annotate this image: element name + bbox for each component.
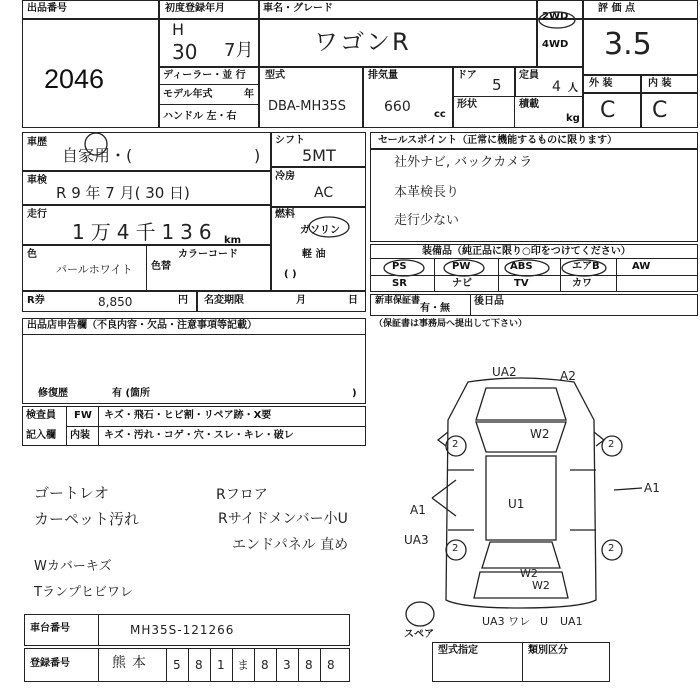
repair-close: ) (352, 388, 357, 399)
model-code-label: 型式 (265, 70, 285, 81)
first-reg-label: 初度登録年月 (165, 3, 225, 14)
diagram-mark: UA3 (404, 533, 429, 547)
note-left: Wカバーキズ (34, 559, 112, 574)
capacity-value: 4 (552, 79, 561, 95)
exterior-grade: C (600, 98, 616, 123)
car-name-value: ワゴンR (314, 28, 411, 56)
registration-digit: 8 (195, 658, 203, 672)
note-left: カーペット汚れ (34, 510, 140, 528)
inspector-label-2: 記入欄 (26, 430, 56, 441)
int-items: キズ・汚れ・コゲ・穴・スレ・キレ・破レ (104, 430, 294, 441)
equip-airbag: エアB (572, 261, 600, 272)
displacement-unit: cc (434, 109, 446, 120)
drive-4wd-option: 4WD (542, 39, 569, 50)
exterior-label: 外 装 (589, 78, 613, 89)
inspection-value: R 9 年 7 月( 30 日) (56, 184, 190, 202)
registration-digit: ま (237, 658, 250, 672)
car-name-label: 車名・グレード (263, 3, 333, 14)
model-code-value: DBA-MH35S (268, 99, 347, 114)
equip-sr: SR (392, 278, 407, 289)
ac-value: AC (314, 185, 334, 201)
fw-items: キズ・飛石・ヒビ割・リペア跡・X要 (104, 410, 272, 421)
first-reg-era: H (172, 20, 185, 39)
diagram-mark: W2 (530, 427, 550, 441)
diagram-mark: UA2 (492, 365, 517, 379)
mileage-value: 1万4千136 (72, 220, 218, 244)
class-label: 類別区分 (528, 645, 568, 656)
displacement-label: 排気量 (368, 70, 398, 81)
first-reg-year: 30 (172, 40, 198, 64)
diagram-mark: UA3 ワレ (482, 615, 531, 628)
selling-points-title: セールスポイント（正常に機能するものに限ります） (378, 135, 618, 146)
dealer-label: ディーラー・並 行 (163, 70, 246, 81)
nameplate-label: 名変期限 (204, 295, 244, 306)
inspection-label: 車検 (27, 175, 47, 186)
color-value: パールホワイト (56, 263, 133, 276)
history-label: 車歴 (27, 137, 47, 148)
first-reg-month: 7月 (224, 40, 254, 61)
repair-value: 有 (箇所 (112, 388, 151, 399)
fuel-label: 燃料 (275, 209, 295, 220)
selling-point-item: 本革検長り (394, 185, 460, 200)
fw-label: FW (74, 410, 92, 421)
load-unit: kg (566, 113, 580, 124)
displacement-value: 660 (384, 99, 411, 115)
fuel-light-oil-option: 軽 油 (302, 249, 326, 260)
warranty-value: 有・無 (420, 303, 450, 314)
capacity-label: 定員 (519, 70, 539, 81)
chassis-label: 車台番号 (30, 623, 70, 634)
shift-label: シフト (275, 135, 305, 146)
model-year-unit: 年 (244, 89, 254, 100)
score-label: 評 価 点 (598, 3, 635, 14)
color-code-label: カラーコード (178, 249, 238, 260)
registration-digit: 3 (283, 658, 291, 672)
selling-point-item: 走行少ない (394, 213, 460, 228)
mileage-label: 走行 (27, 209, 47, 220)
spare-label: スペア (404, 629, 434, 640)
registration-digit: 5 (173, 658, 181, 672)
inspector-label: 検査員 (26, 410, 56, 421)
repair-label: 修復歴 (38, 388, 68, 399)
ac-label: 冷房 (275, 171, 295, 182)
history-value: 自家用・( (62, 146, 133, 165)
diagram-mark: W2 (532, 579, 550, 592)
mileage-unit: km (224, 235, 242, 246)
tire-mark: 2 (452, 439, 459, 450)
tire-mark: 2 (452, 543, 459, 554)
shape-label: 形状 (457, 99, 477, 110)
score-value: 3.5 (604, 27, 652, 62)
capacity-unit: 人 (568, 83, 578, 94)
doors-label: ドア (457, 70, 477, 81)
registration-label: 登録番号 (30, 658, 70, 669)
recolor-label: 色替 (151, 261, 171, 272)
equip-pw: PW (452, 261, 471, 272)
registration-digit: 8 (261, 658, 269, 672)
interior-label: 内 装 (648, 78, 672, 89)
lot-number-label: 出品番号 (27, 3, 67, 14)
declaration-title: 出品店申告欄（不良内容・欠品・注意事項等記載） (27, 320, 257, 331)
diagram-mark: U1 (508, 497, 525, 511)
equip-navi: ナビ (452, 278, 472, 289)
registration-digit: 1 (217, 658, 225, 672)
drive-2wd-option: 2WD (542, 11, 569, 22)
type-designation-label: 型式指定 (438, 645, 478, 656)
int-label: 内装 (70, 430, 90, 441)
fuel-gasoline-option: ガソリン (300, 225, 340, 236)
selling-point-item: 社外ナビ, バックカメラ (394, 155, 533, 170)
registration-digit: 8 (327, 658, 335, 672)
registration-digit: 8 (305, 658, 313, 672)
diagram-mark: U (540, 615, 549, 628)
recycle-unit: 円 (178, 295, 188, 306)
note-left: Tランプヒビワレ (34, 585, 133, 600)
shift-value: 5MT (302, 146, 336, 165)
load-label: 積載 (519, 99, 539, 110)
warranty-label: 新車保証書 (375, 296, 421, 306)
equip-ps: PS (392, 261, 407, 272)
nameplate-month: 月 (296, 295, 306, 306)
note-right: Rフロア (216, 487, 268, 503)
lot-number-value: 2046 (44, 64, 105, 94)
rear-seat-label: 後日品 (474, 296, 504, 307)
diagram-mark: A1 (644, 481, 660, 495)
spare-tire (406, 602, 434, 626)
diagram-mark: W2 (520, 567, 538, 580)
note-right: Rサイドメンバー小U (218, 511, 348, 527)
recycle-label: R券 (27, 295, 45, 306)
doors-value: 5 (492, 76, 502, 94)
note-right: エンドパネル 直め (232, 537, 349, 553)
equip-abs: ABS (510, 261, 533, 272)
nameplate-day: 日 (348, 295, 358, 306)
equip-tv: TV (514, 278, 529, 289)
history-close: ) (254, 146, 261, 165)
recycle-value: 8,850 (98, 295, 133, 309)
note-left: ゴートレオ (34, 484, 110, 502)
color-label: 色 (27, 249, 37, 260)
interior-grade: C (652, 98, 668, 123)
tire-mark: 2 (608, 439, 615, 450)
fuel-paren: ( ) (284, 269, 297, 280)
warranty-note: （保証書は事務局へ提出して下さい） (374, 319, 528, 329)
diagram-mark: A2 (560, 369, 576, 383)
equip-leather: カワ (572, 278, 592, 289)
tire-mark: 2 (608, 543, 615, 554)
handle-label: ハンドル 左・右 (163, 111, 237, 122)
diagram-mark: A1 (410, 503, 426, 517)
chassis-value: MH35S-121266 (130, 623, 235, 637)
model-year-label: モデル年式 (163, 89, 213, 100)
equipment-title: 装備品（純正品に限り○印をつけてください） (422, 246, 631, 257)
equip-aw: AW (632, 261, 651, 272)
diagram-mark: UA1 (560, 615, 583, 628)
registration-area: 熊本 (112, 655, 152, 671)
